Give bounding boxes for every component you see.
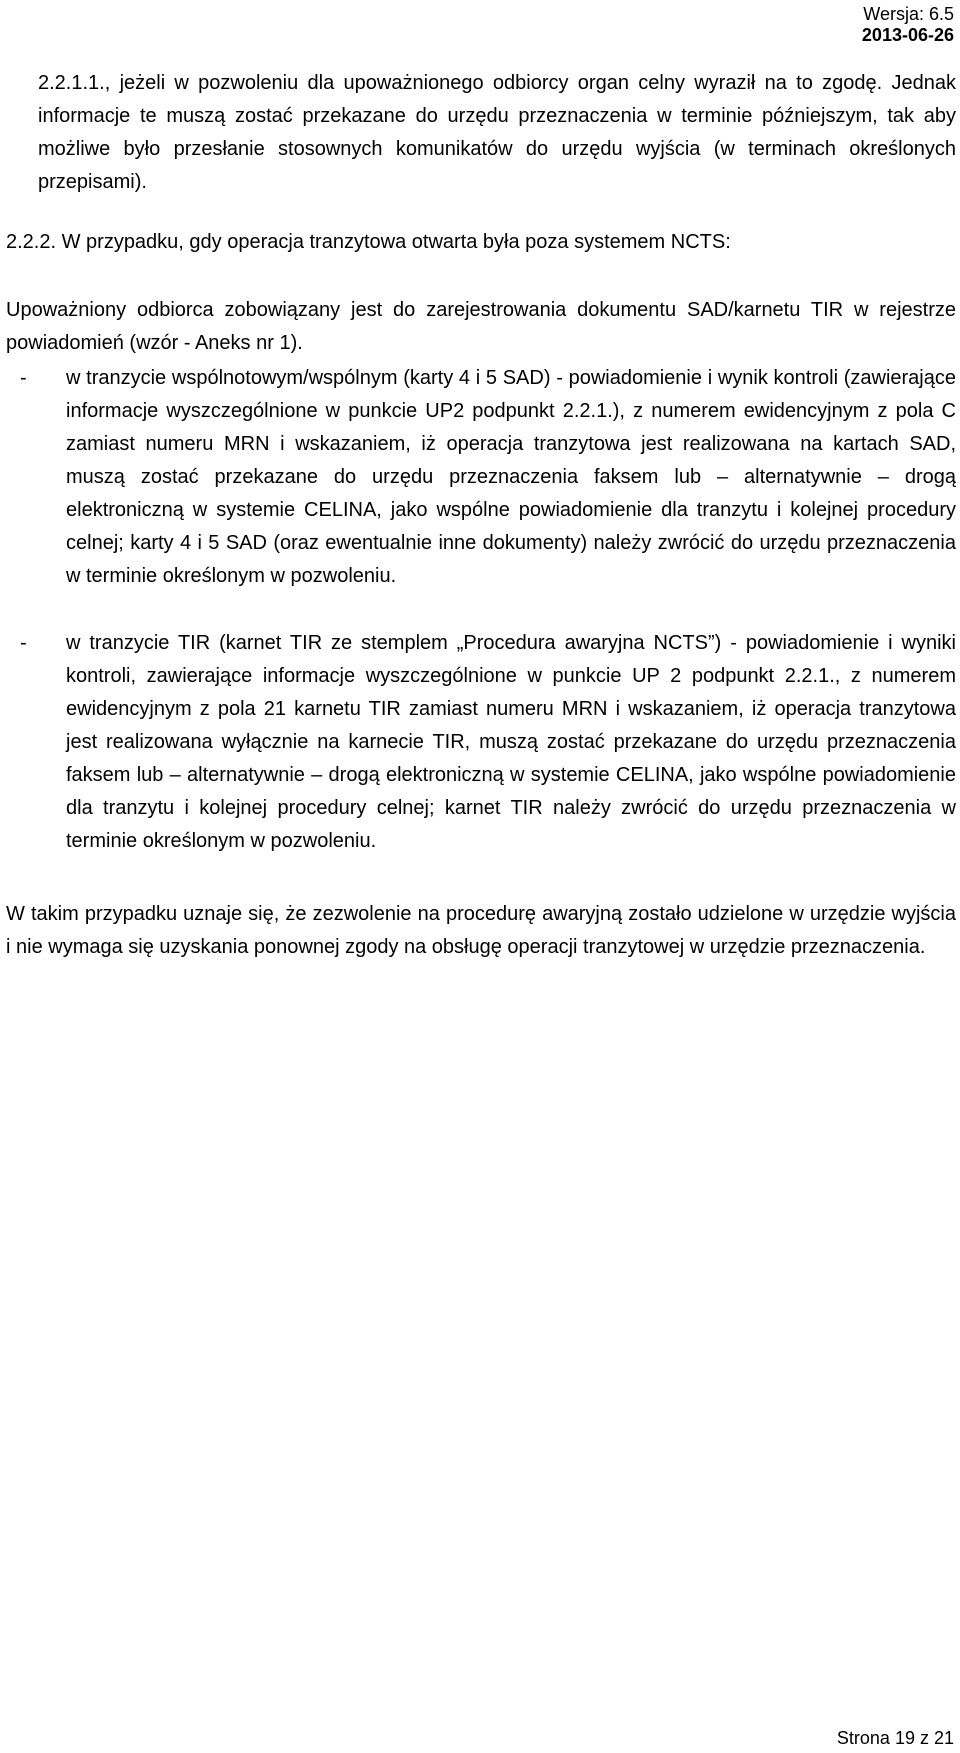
document-header (862, 4, 954, 46)
bullet-text: w tranzycie wspólnotowym/wspólnym (karty 4 i 5 SAD) - powiadomienie i wynik kontroli (zawierające informacje wyszczególnione w punkcie UP2 podpunkt 2.2.1.), z numerem ewidencyjnym z pola C zamiast numeru MRN i wskazaniem, iż operacja tranzytowa jest realizowana na kartach SAD, muszą zostać przekazane do urzędu przeznaczenia faksem lub – alternatywnie – drogą elektroniczną w systemie CELINA, jako wspólne powiadomienie dla tranzytu i kolejnej procedury celnej; karty 4 i 5 SAD (oraz ewentualnie inne dokumenty) należy zwrócić do urzędu przeznaczenia w terminie określonym w pozwoleniu. (66, 367, 956, 587)
paragraph-2-2-2: 2.2.2. W przypadku, gdy operacja tranzytowa otwarta była poza systemem NCTS: (6, 231, 731, 253)
bullet-dash: - (20, 367, 27, 389)
version-date: 2013-06-26 (861, 25, 954, 45)
bullet-item-community-transit (6, 362, 956, 593)
bullet-dash: - (20, 632, 27, 654)
bullet-text: w tranzycie TIR (karnet TIR ze stemplem „Procedura awaryjna NCTS”) - powiadomienie i wyniki kontroli, zawierające informacje wyszczególnione w punkcie UP 2 podpunkt 2.2.1., z numerem ewidencyjnym z pola 21 karnetu TIR zamiast numeru MRN i wskazaniem, iż operacja tranzytowa jest realizowana wyłącznie na karnecie TIR, muszą zostać przekazane do urzędu przeznaczenia faksem lub – alternatywnie – drogą elektroniczną w systemie CELINA, jako wspólne powiadomienie dla tranzytu i kolejnej procedury celnej; karnet TIR należy zwrócić do urzędu przeznaczenia w terminie określonym w pozwoleniu. (66, 632, 956, 852)
page-number: Strona 19 z 21 (836, 1728, 954, 1748)
bullet-item-tir-transit (6, 627, 956, 858)
paragraph-closing: W takim przypadku uznaje się, że zezwolenie na procedurę awaryjną zostało udzielone w urzędzie wyjścia i nie wymaga się uzyskania ponownej zgody na obsługę operacji tranzytowej w urzędzie przeznaczenia. (6, 903, 956, 958)
paragraph-2-2-1-1: 2.2.1.1., jeżeli w pozwoleniu dla upoważnionego odbiorcy organ celny wyraził na to zgodę. Jednak informacje te muszą zostać przekazane do urzędu przeznaczenia w terminie późniejszym, tak aby możliwe było przesłanie stosownych komunikatów do urzędu wyjścia (w terminach określonych przepisami). (38, 72, 956, 193)
paragraph-obligation: Upoważniony odbiorca zobowiązany jest do zarejestrowania dokumentu SAD/karnetu TIR w rejestrze powiadomień (wzór - Aneks nr 1). (6, 299, 956, 354)
version-label: Wersja: 6.5 (863, 4, 954, 24)
